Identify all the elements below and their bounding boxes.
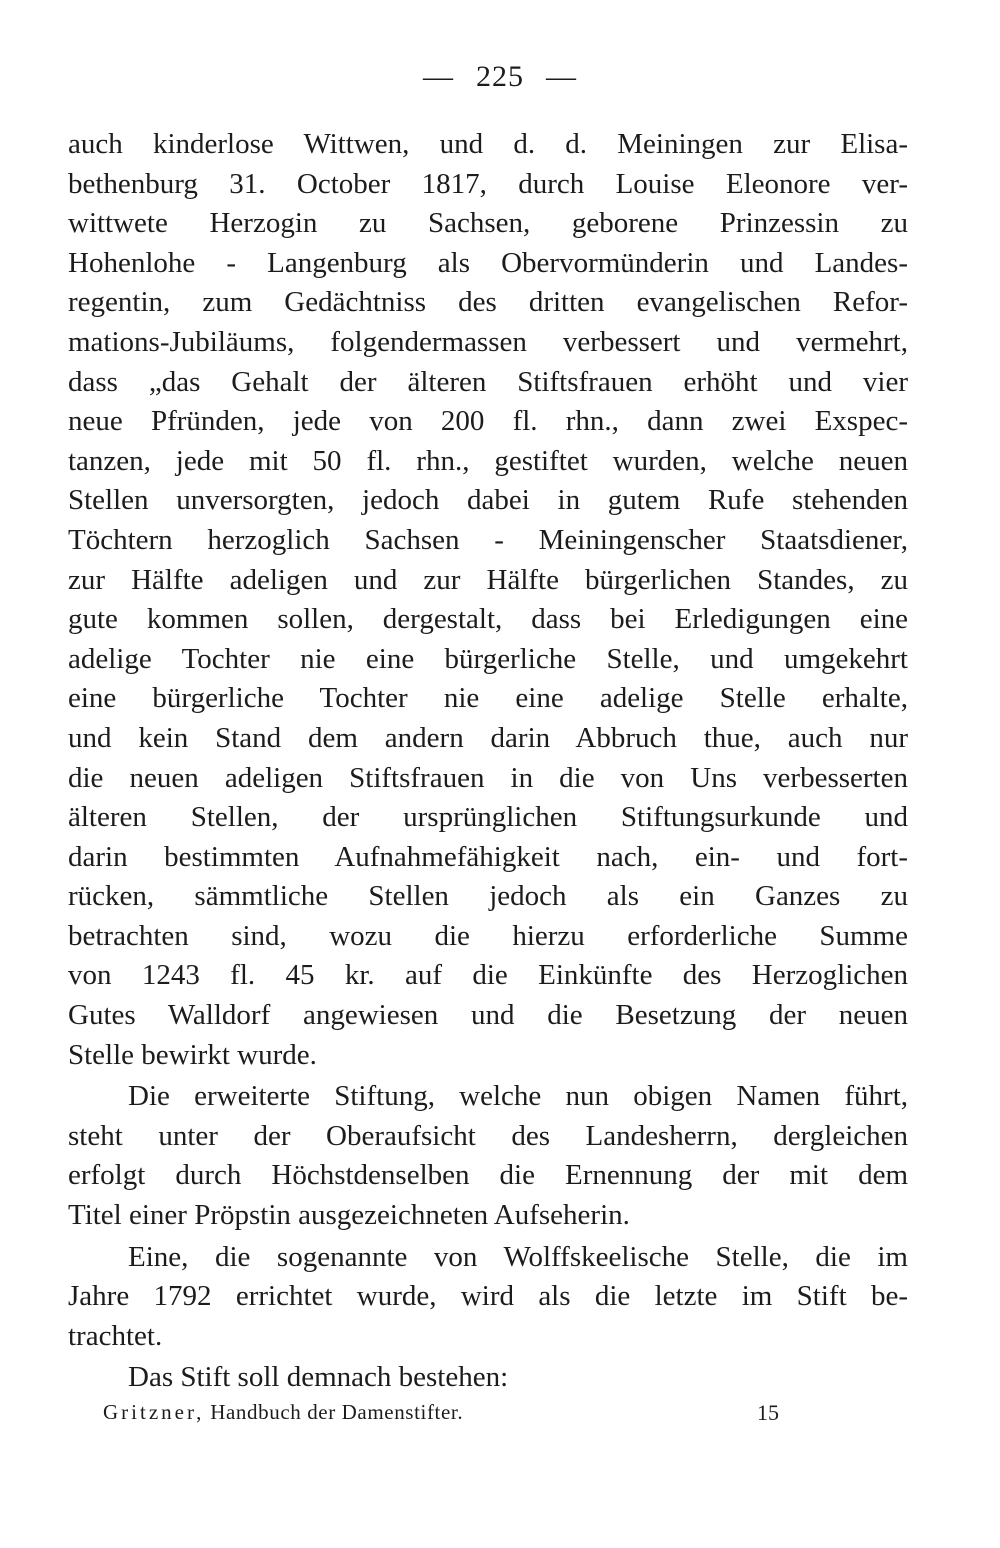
text-line: Töchtern herzoglich Sachsen - Meiningenscher Staatsdiener,	[68, 523, 908, 556]
text-line: Titel einer Pröpstin ausgezeichneten Aufseherin.	[68, 1199, 630, 1232]
text-line: Eine, die sogenannte von Wolffskeelische Stelle, die im	[128, 1240, 908, 1273]
text-line: und kein Stand dem andern darin Abbruch thue, auch nur	[68, 721, 908, 754]
text-line: Stelle bewirkt wurde.	[68, 1038, 317, 1071]
text-line: die neuen adeligen Stiftsfrauen in die von Uns verbesserten	[68, 761, 908, 794]
text-line: erfolgt durch Höchstdenselben die Ernennung der mit dem	[68, 1159, 908, 1192]
text-line: bethenburg 31. October 1817, durch Louise Eleonore ver-	[68, 167, 908, 200]
text-line: Das Stift soll demnach bestehen:	[128, 1361, 509, 1394]
text-line: eine bürgerliche Tochter nie eine adelige Stelle erhalte,	[68, 682, 908, 715]
header-dash-right: —	[546, 60, 577, 93]
text-line: betrachten sind, wozu die hierzu erforderliche Summe	[68, 919, 908, 952]
page-number: 225	[476, 60, 524, 93]
sheet-number: 15	[757, 1400, 779, 1425]
text-line: Die erweiterte Stiftung, welche nun obigen Namen führt,	[128, 1080, 908, 1113]
text-line: trachtet.	[68, 1319, 163, 1352]
text-line: Stellen unversorgten, jedoch dabei in gutem Rufe stehenden	[68, 484, 908, 517]
text-line: zur Hälfte adeligen und zur Hälfte bürgerlichen Standes, zu	[68, 563, 908, 596]
text-line: mations-Jubiläums, folgendermassen verbessert und vermehrt,	[68, 325, 908, 358]
text-line: auch kinderlose Wittwen, und d. d. Meiningen zur Elisa-	[68, 128, 908, 160]
text-line: Jahre 1792 errichtet wurde, wird als die letzte im Stift be-	[68, 1280, 908, 1313]
text-line: darin bestimmten Aufnahmefähigkeit nach, ein- und fort-	[68, 840, 908, 873]
text-line: wittwete Herzogin zu Sachsen, geborene Prinzessin zu	[68, 207, 908, 240]
text-line: von 1243 fl. 45 kr. auf die Einkünfte des Herzoglichen	[68, 959, 908, 992]
text-line: Gutes Walldorf angewiesen und die Besetzung der neuen	[68, 999, 908, 1032]
text-line: tanzen, jede mit 50 fl. rhn., gestiftet wurden, welche neuen	[68, 444, 908, 477]
text-line: dass „das Gehalt der älteren Stiftsfrauen erhöht und vier	[68, 365, 908, 398]
text-line: gute kommen sollen, dergestalt, dass bei Erledigungen eine	[68, 603, 908, 636]
footer-title: Handbuch der Damenstifter.	[210, 1400, 464, 1424]
text-line: rücken, sämmtliche Stellen jedoch als ein Ganzes zu	[68, 880, 908, 913]
body-text	[68, 125, 908, 1398]
page-header	[0, 60, 1000, 94]
header-dash-left: —	[423, 60, 454, 93]
text-line: adelige Tochter nie eine bürgerliche Stelle, und umgekehrt	[68, 642, 908, 675]
signature-line	[103, 1400, 463, 1425]
text-line: neue Pfründen, jede von 200 fl. rhn., dann zwei Exspec-	[68, 405, 908, 438]
text-line: Hohenlohe - Langenburg als Obervormünderin und Landes-	[68, 246, 908, 279]
text-line: regentin, zum Gedächtniss des dritten evangelischen Refor-	[68, 286, 908, 319]
footer-author: Gritzner,	[103, 1400, 205, 1424]
text-line: steht unter der Oberaufsicht des Landesherrn, dergleichen	[68, 1119, 908, 1152]
text-line: älteren Stellen, der ursprünglichen Stiftungsurkunde und	[68, 801, 908, 834]
